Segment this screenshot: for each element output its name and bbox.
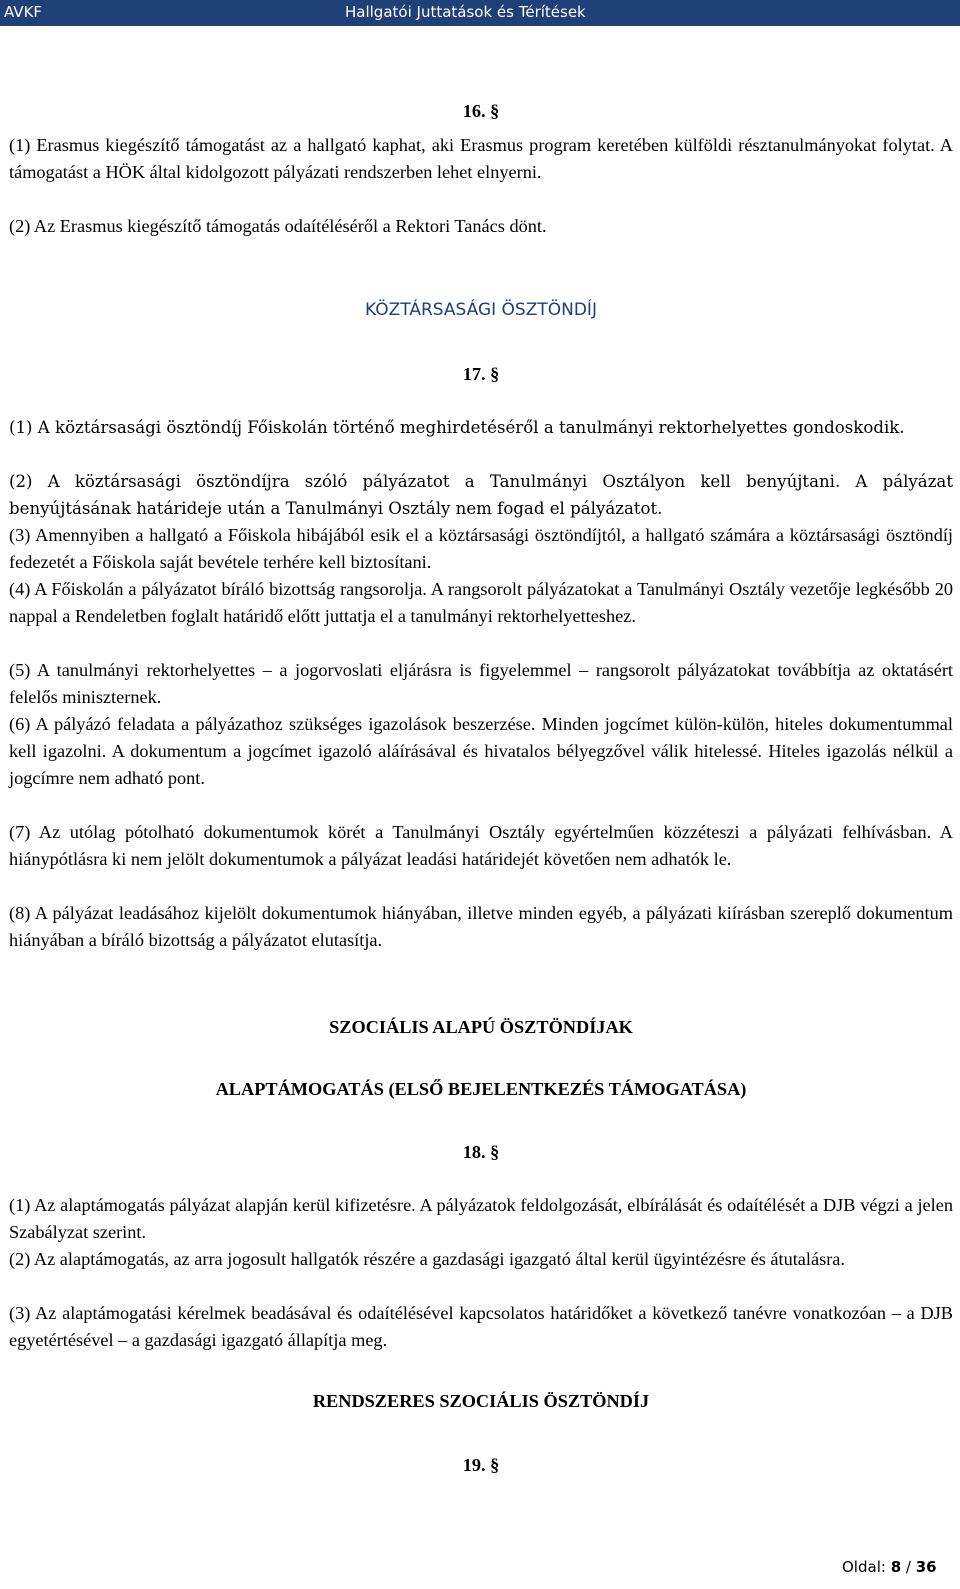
s16-paragraph-2: (2) Az Erasmus kiegészítő támogatás odaítéléséről a Rektori Tanács dönt. [9,216,547,236]
header-org: AVKF [4,3,43,21]
footer-total-pages: 36 [915,1558,937,1576]
heading-rendszeres: RENDSZERES SZOCIÁLIS ÖSZTÖNDÍJ [312,1391,650,1411]
footer-separator: / [901,1558,916,1576]
s17-paragraph-3: (3) Amennyiben a hallgató a Főiskola hibájából esik el a köztársasági ösztöndíjtól, a hallgató számára a köztársasági ösztöndíj fedezetét a Főiskola saját bevétele terhére kell biztosítani. [9,525,953,572]
page-footer [842,1558,937,1576]
section-16-title: 16. § [462,101,500,121]
section-17-title: 17. § [462,364,500,384]
footer-page-number: 8 [890,1558,902,1576]
page-header-bar [0,0,960,26]
s17-paragraph-6: (6) A pályázó feladata a pályázathoz szükséges igazolások beszerzése. Minden jogcímet külön-külön, hiteles dokumentummal kell igazolni. A dokumentum a jogcímet igazoló aláírásával és hivatalos bélyegzővel válik hitelessé. Hiteles igazolás nélkül a jogcímre nem adható pont. [9,714,953,788]
heading-alaptamogatas: ALAPTÁMOGATÁS (ELSŐ BEJELENTKEZÉS TÁMOGATÁSA) [215,1079,747,1099]
heading-szocialis: SZOCIÁLIS ALAPÚ ÖSZTÖNDÍJAK [329,1017,633,1037]
section-19-title: 19. § [462,1455,500,1475]
heading-koztarsasagi: KÖZTÁRSASÁGI ÖSZTÖNDÍJ [365,300,597,320]
footer-label: Oldal: [842,1558,886,1576]
s16-paragraph-1: (1) Erasmus kiegészítő támogatást az a hallgató kaphat, aki Erasmus program keretében külföldi résztanulmányokat folytat. A támogatást a HÖK által kidolgozott pályázati rendszerben lehet elnyerni. [9,135,953,182]
s17-paragraph-1: (1) A köztársasági ösztöndíj Főiskolán történő meghirdetéséről a tanulmányi rektorhelyettes gondoskodik. [9,418,905,437]
s18-paragraph-1: (1) Az alaptámogatás pályázat alapján kerül kifizetésre. A pályázatok feldolgozását, elbírálását és odaítélését a DJB végzi a jelen Szabályzat szerint. [9,1195,953,1242]
s17-paragraph-4: (4) A Főiskolán a pályázatot bíráló bizottság rangsorolja. A rangsorolt pályázatokat a Tanulmányi Osztály vezetője legkésőbb 20 nappal a Rendeletben foglalt határidő előtt juttatja el a tanulmányi rektorhelyetteshez. [9,579,953,626]
s17-paragraph-7: (7) Az utólag pótolható dokumentumok körét a Tanulmányi Osztály egyértelműen közzéteszi a pályázati felhívásban. A hiánypótlásra ki nem jelölt dokumentumok a pályázat leadási határidejét követően nem adhatók le. [9,822,953,869]
s18-paragraph-3: (3) Az alaptámogatási kérelmek beadásával és odaítélésével kapcsolatos határidőket a következő tanévre vonatkozóan – a DJB egyetértésével – a gazdasági igazgató állapítja meg. [9,1303,953,1350]
header-title: Hallgatói Juttatások és Térítések [345,3,586,21]
s17-paragraph-2: (2) A köztársasági ösztöndíjra szóló pályázatot a Tanulmányi Osztályon kell benyújtani. A pályázat benyújtásának határideje után a Tanulmányi Osztály nem fogad el pályázatot. [9,472,953,518]
s17-paragraph-8: (8) A pályázat leadásához kijelölt dokumentumok hiányában, illetve minden egyéb, a pályázati kiírásban szereplő dokumentum hiányában a bíráló bizottság a pályázatot elutasítja. [9,903,953,950]
s18-paragraph-2: (2) Az alaptámogatás, az arra jogosult hallgatók részére a gazdasági igazgató által kerül ügyintézésre és átutalásra. [9,1249,845,1269]
s17-paragraph-5: (5) A tanulmányi rektorhelyettes – a jogorvoslati eljárásra is figyelemmel – rangsorolt pályázatokat továbbítja az oktatásért felelős miniszternek. [9,660,953,707]
section-18-title: 18. § [462,1142,500,1162]
